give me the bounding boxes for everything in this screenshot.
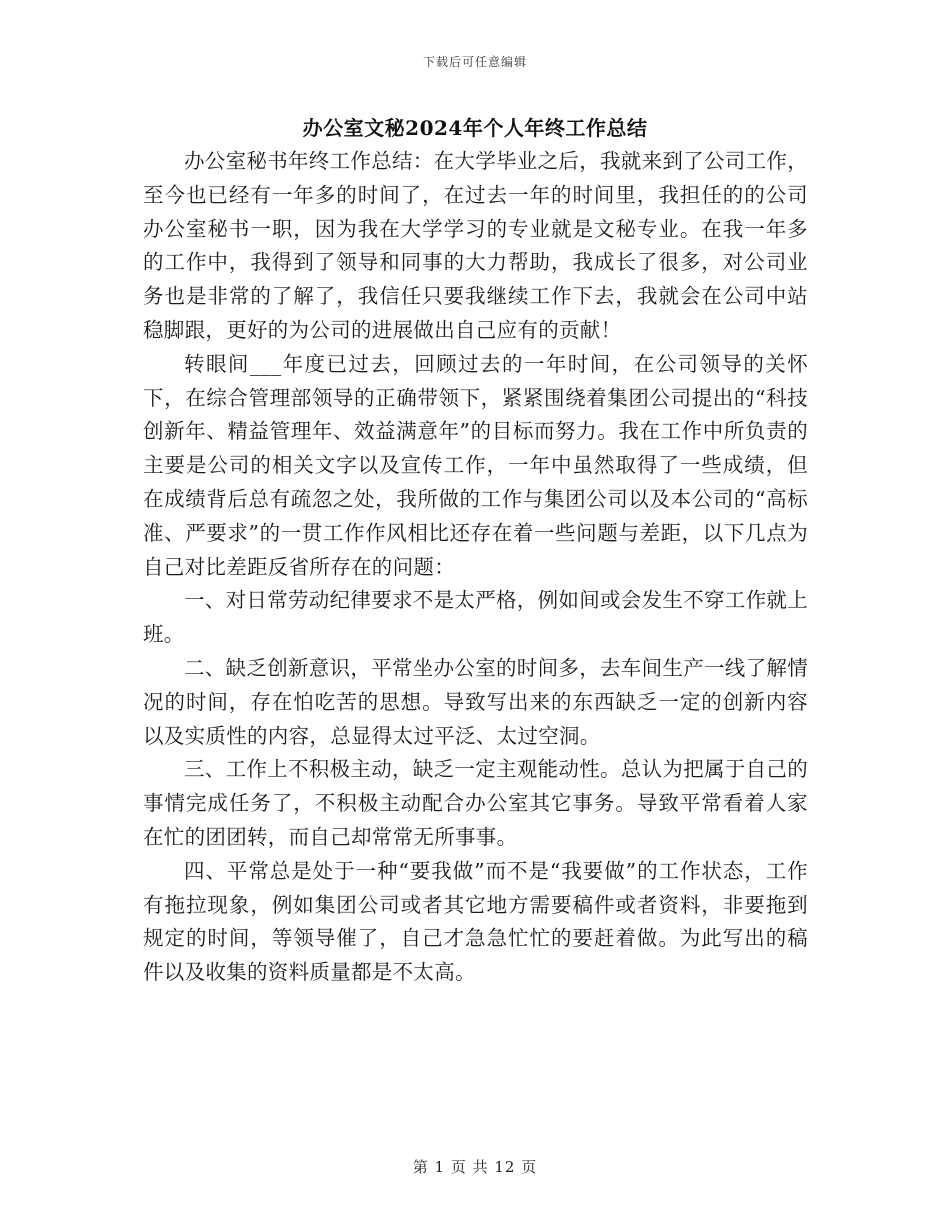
paragraph-issue-3: 三、工作上不积极主动，缺乏一定主观能动性。总认为把属于自己的事情完成任务了，不积极主动配合办公室其它事务。导致平常看着人家在忙的团团转，而自己却常常无所事事。	[143, 757, 808, 849]
paragraph-issue-2: 二、缺乏创新意识，平常坐办公室的时间多，去车间生产一线了解情况的时间，存在怕吃苦的思想。导致写出来的东西缺乏一定的创新内容以及实质性的内容，总显得太过平泛、太过空洞。	[143, 655, 808, 748]
paragraph-intro: 办公室秘书年终工作总结：在大学毕业之后，我就来到了公司工作，至今也已经有一年多的时间了，在过去一年的时间里，我担任的的公司办公室秘书一职，因为我在大学学习的专业就是文秘专业。在我一年多的工作中，我得到了领导和同事的大力帮助，我成长了很多，对公司业务也是非常的了解了，我信任只要我继续工作下去，我就会在公司中站稳脚跟，更好的为公司的进展做出自己应有的贡献！	[143, 149, 808, 342]
paragraph-review: 转眼间___年度已过去，回顾过去的一年时间，在公司领导的关怀下，在综合管理部领导的正确带领下，紧紧围绕着集团公司提出的“科技创新年、精益管理年、效益满意年”的目标而努力。我在工作中所负责的主要是公司的相关文字以及宣传工作，一年中虽然取得了一些成绩，但在成绩背后总有疏忽之处，我所做的工作与集团公司以及本公司的“高标准、严要求”的一贯工作作风相比还存在着一些问题与差距，以下几点为自己对比差距反省所存在的问题：	[143, 351, 808, 579]
paragraph-issue-1: 一、对日常劳动纪律要求不是太严格，例如间或会发生不穿工作就上班。	[143, 588, 808, 647]
header-note: 下载后可任意编辑	[422, 55, 527, 69]
page-number: 第 1 页 共 12 页	[412, 1158, 538, 1176]
paragraph-issue-4: 四、平常总是处于一种“要我做”而不是“我要做”的工作状态，工作有拖拉现象，例如集团公司或者其它地方需要稿件或者资料，非要拖到规定的时间，等领导催了，自己才急急忙忙的要赶着做。为此写出的稿件以及收集的资料质量都是不太高。	[143, 858, 808, 985]
document-body	[143, 145, 808, 990]
document-title: 办公室文秘2024年个人年终工作总结	[302, 116, 648, 140]
